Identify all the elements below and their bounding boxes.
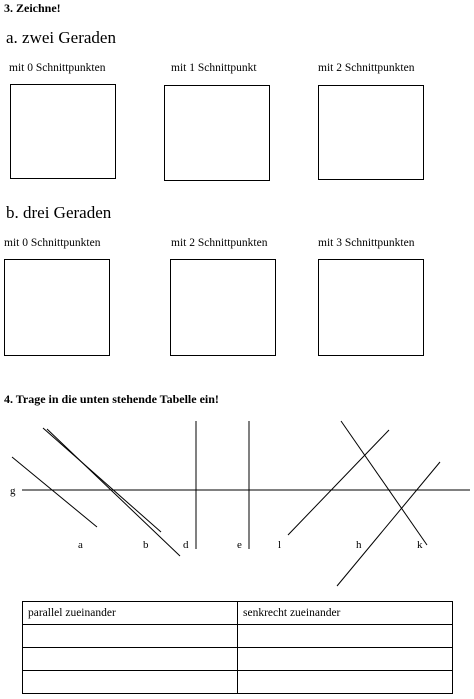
table-header-row bbox=[23, 602, 453, 625]
table-row bbox=[23, 648, 453, 671]
line-a bbox=[12, 457, 97, 527]
cell-parallel[interactable] bbox=[23, 648, 238, 671]
line-k bbox=[341, 421, 427, 545]
part-a-label-0: mit 0 Schnittpunkten bbox=[9, 62, 106, 74]
table-row bbox=[23, 671, 453, 694]
header-parallel: parallel zueinander bbox=[23, 602, 238, 625]
line-l bbox=[288, 430, 389, 535]
cell-parallel[interactable] bbox=[23, 625, 238, 648]
answer-table bbox=[22, 601, 453, 694]
line-b bbox=[43, 428, 161, 532]
label-k: k bbox=[417, 539, 423, 551]
label-a: a bbox=[78, 539, 83, 551]
cell-parallel[interactable] bbox=[23, 671, 238, 694]
label-d: d bbox=[183, 539, 189, 551]
part-a-label-2: mit 2 Schnittpunkten bbox=[318, 62, 415, 74]
header-perpendicular: senkrecht zueinander bbox=[238, 602, 453, 625]
part-b-heading: b. drei Geraden bbox=[6, 203, 112, 222]
task4-title: 4. Trage in die unten stehende Tabelle ein! bbox=[4, 392, 219, 406]
cell-perpendicular[interactable] bbox=[238, 671, 453, 694]
label-b: b bbox=[143, 539, 149, 551]
cell-perpendicular[interactable] bbox=[238, 625, 453, 648]
line-c bbox=[47, 429, 180, 556]
task3-title: 3. Zeichne! bbox=[4, 1, 61, 15]
part-b-label-2: mit 3 Schnittpunkten bbox=[318, 237, 415, 249]
part-a-label-1: mit 1 Schnittpunkt bbox=[171, 62, 257, 74]
part-a-heading: a. zwei Geraden bbox=[6, 28, 116, 47]
part-b-label-0: mit 0 Schnittpunkten bbox=[4, 237, 101, 249]
label-g: g bbox=[10, 485, 16, 497]
label-h: h bbox=[356, 539, 362, 551]
table-row bbox=[23, 625, 453, 648]
label-e: e bbox=[237, 539, 242, 551]
cell-perpendicular[interactable] bbox=[238, 648, 453, 671]
line-h bbox=[337, 462, 440, 586]
label-l: l bbox=[278, 539, 282, 551]
part-b-label-1: mit 2 Schnittpunkten bbox=[171, 237, 268, 249]
